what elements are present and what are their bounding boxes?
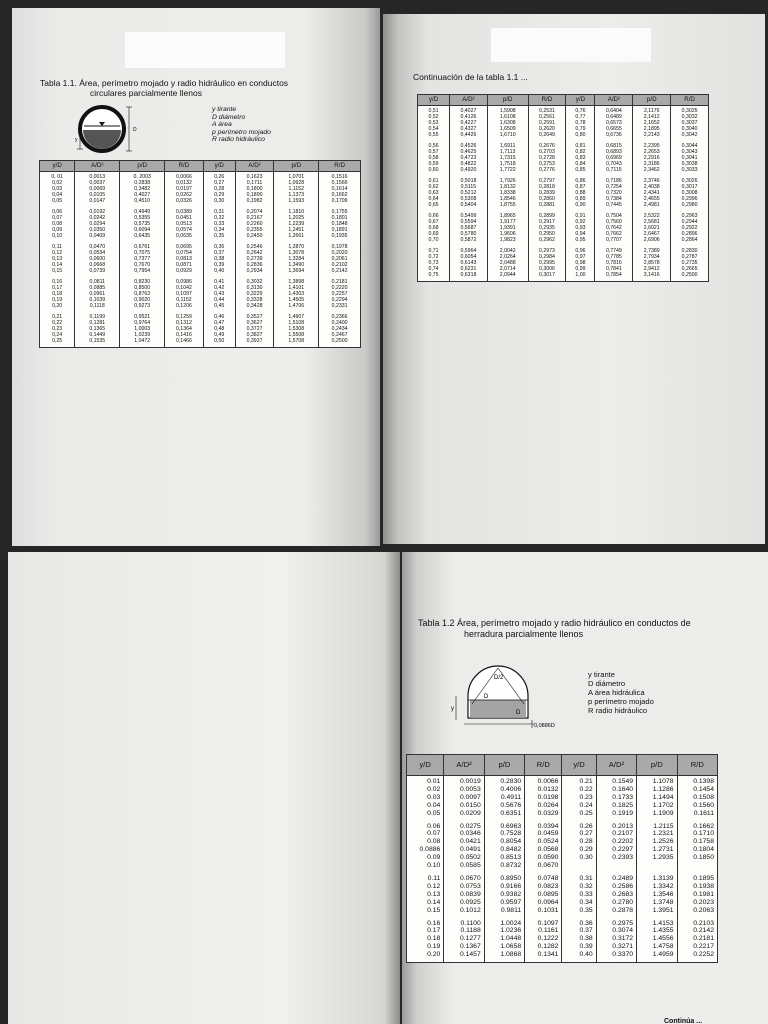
table-cell: 0,2676 0,2703 0,2728 0,2753 0,2776: [528, 141, 566, 176]
r-label: D: [516, 710, 521, 716]
title-line-2: herradura parcialmente llenos: [464, 629, 584, 639]
table-cell: 0,4949 0,5355 0,5735 0,6094 0,6435: [120, 207, 165, 242]
table-cell: 0,4027 0,4126 0,4227 0,4327 0,4426: [450, 106, 488, 142]
legend-item: D diámetro: [588, 679, 626, 688]
table-cell: 0,2366 0,2400 0,2434 0,2467 0,2500: [319, 312, 361, 348]
table-cell: 0,1623 0,1711 0,1800 0,1890 0,1982: [235, 172, 274, 208]
table-row-group: [40, 207, 361, 242]
table-cell: 0,2531 0,2561 0,2591 0,2620 0,2649: [528, 106, 566, 142]
redaction-box: [125, 32, 285, 68]
table-row-group: [407, 873, 718, 918]
table-cell: 0,0192 0,0242 0,0294 0,0350 0,0409: [75, 207, 120, 242]
table-cell: 0,0811 0,0885 0,0961 0,1039 0,1118: [75, 277, 120, 312]
table-header-row: [40, 161, 361, 172]
table-cell: 0, 01 0,02 0,03 0,04 0,05: [40, 172, 75, 208]
table-cell: 0,46 0,47 0,48 0,49 0,50: [203, 312, 235, 348]
table-cell: 1,0701 1,0928 1,1152 1,1373 1,1593: [274, 172, 319, 208]
title-line-2: circulares parcialmente llenos: [90, 88, 202, 98]
table-cell: 0,0695 0,0754 0,0813 0,0871 0,0929: [165, 242, 204, 277]
col-header: A/D²: [596, 755, 636, 776]
table-header-row: [418, 95, 709, 106]
table-cell: 0,96 0,97 0,98 0,99 1,00: [566, 246, 595, 282]
table-cell: 0,6761 0,7075 0,7377 0,7670 0,7954: [120, 242, 165, 277]
table-cell: 0.01 0.02 0.03 0.04 0.05: [407, 776, 444, 821]
legend-item: p perímetro mojado: [588, 697, 654, 706]
table-cell: 1,4907 1,5108 1,5308 1,5508 1,5708: [274, 312, 319, 348]
col-header: y/D: [203, 161, 235, 172]
table-row-group: [418, 246, 709, 282]
col-header: A/D²: [450, 95, 488, 106]
table-cell: 1,2870 1,3078 1,3284 1,3490 1,3694: [274, 242, 319, 277]
table-cell: 0.1549 0.1640 0.1733 0.1825 0.1919: [596, 776, 636, 821]
table-cell: 1,3898 1,4101 1,4303 1,4505 1,4706: [274, 277, 319, 312]
table-cell: 0,2546 0,2642 0,2739 0,2836 0,2934: [235, 242, 274, 277]
table-cell: 0,51 0,52 0,53 0,54 0,55: [418, 106, 450, 142]
table-cell: 0,0986 0,1042 0,1097 0,1152 0,1206: [165, 277, 204, 312]
d-label: D: [133, 127, 137, 133]
col-header: A/D²: [75, 161, 120, 172]
legend-item: R radio hidráulico: [212, 136, 265, 144]
table-cell: 1,6911 1,7113 1,7315 1,7518 1,7722: [487, 141, 528, 176]
horseshoe-conduit-diagram: [448, 664, 568, 732]
table-cell: 1,7926 1,8132 1,8338 1,8546 1,8755: [487, 176, 528, 211]
table-1-2: [406, 754, 718, 963]
col-header: A/D²: [444, 755, 484, 776]
table-cell: 0, 2003 0,2838 0,3482 0,4027 0,4510: [120, 172, 165, 208]
table-cell: 0,5018 0,5115 0,5212 0,5308 0,5404: [450, 176, 488, 211]
table-cell: 0,1755 0,1801 0,1848 0,1891 0,1935: [319, 207, 361, 242]
table-row-group: [407, 821, 718, 873]
table-cell: 0.0670 0.0753 0.0839 0.0925 0.1012: [444, 873, 484, 918]
table-cell: 2,2395 2,2653 2,2916 2,3186 2,3462: [633, 141, 671, 176]
table-cell: 2,7389 2,7934 2,8578 2,9412 3,1416: [633, 246, 671, 282]
table-cell: 0,2830 0,2787 0,2735 0,2665 0,2500: [671, 246, 709, 282]
table-cell: 0.2975 0.3074 0.3172 0.3271 0.3370: [596, 918, 636, 963]
table-cell: 0,1978 0,2020 0,2061 0,2102 0,2142: [319, 242, 361, 277]
col-header: p/D: [120, 161, 165, 172]
table-cell: 1.3139 1.3342 1.3546 1.3748 1.3951: [637, 873, 677, 918]
table-1-1-continued: [417, 94, 709, 282]
table-cell: 1.1078 1.1286 1.1494 1.1702 1.1909: [637, 776, 677, 821]
table-cell: 0.1100 0.1188 0.1277 0.1367 0.1457: [444, 918, 484, 963]
col-header: y/D: [418, 95, 450, 106]
legend-item: p perímetro mojado: [212, 128, 271, 136]
table-cell: 0,5499 0,5594 0,5687 0,5780 0,5872: [450, 211, 488, 246]
table-cell: 0,0066 0,0132 0,0197 0,0262 0,0326: [165, 172, 204, 208]
title-line-1: Tabla 1.2 Área, perímetro mojado y radio hidráulico en conductos de: [418, 618, 691, 628]
col-header: p/D: [487, 95, 528, 106]
col-header: p/D: [637, 755, 677, 776]
table-cell: 0,6404 0,6489 0,6573 0,6655 0,6736: [595, 106, 633, 142]
y-label: y: [451, 706, 454, 712]
table-cell: 0.0394 0.0459 0.0524 0.0568 0.0590 0.0670: [525, 821, 562, 873]
table-cell: 0,2899 0,2917 0,2935 0,2950 0,2962: [528, 211, 566, 246]
y-label: y: [75, 137, 78, 143]
table-cell: 0,36 0,37 0,38 0,39 0,40: [203, 242, 235, 277]
table-cell: 0,86 0,87 0,88 0,89 0,90: [566, 176, 595, 211]
table-cell: 1.4153 1.4355 1.4556 1.4758 1.4959: [637, 918, 677, 963]
table-cell: 0,71 0,72 0,73 0,74 0,75: [418, 246, 450, 282]
table-cell: 0,3032 0,3130 0,3229 0,3328 0,3428: [235, 277, 274, 312]
col-header: R/D: [528, 95, 566, 106]
table-cell: 2,1176 2,1412 2,1652 2,1895 2,2143: [633, 106, 671, 142]
col-header: R/D: [525, 755, 562, 776]
table-cell: 0,2973 0,2984 0,2995 0,3006 0,3017: [528, 246, 566, 282]
table-cell: 0.1097 0.1161 0.1222 0.1282 0.1341: [525, 918, 562, 963]
table-cell: 0,56 0,57 0,58 0,59 0,60: [418, 141, 450, 176]
table-header-row: [407, 755, 718, 776]
table-row-group: [418, 141, 709, 176]
table-cell: 0,6815 0,6893 0,6969 0,7043 0,7115: [595, 141, 633, 176]
legend-item: A área hidráulica: [588, 688, 645, 697]
table-row-group: [418, 106, 709, 142]
table-cell: 0,61 0,62 0,63 0,64 0,65: [418, 176, 450, 211]
half-d-label: D/2: [494, 675, 504, 681]
legend-table-1-1: [212, 106, 271, 144]
bottom-spread: [0, 548, 768, 1024]
table-cell: 0.2489 0.2586 0.2683 0.2780 0.2878: [596, 873, 636, 918]
col-header: y/D: [407, 755, 444, 776]
table-cell: 0,0470 0,0534 0,0600 0,0668 0,0739: [75, 242, 120, 277]
table-cell: 0,2181 0,2220 0,2257 0,2294 0,2331: [319, 277, 361, 312]
table-cell: 0,3044 0,3043 0,3041 0,3038 0,3033: [671, 141, 709, 176]
col-header: y/D: [562, 755, 596, 776]
table-cell: 0,21 0,22 0,23 0,24 0,25: [40, 312, 75, 348]
table-1-1: [39, 160, 361, 348]
table-1-2-title: [418, 618, 763, 640]
bottom-left-page: [8, 552, 400, 1024]
left-page: [12, 8, 380, 546]
legend-item: y tirante: [212, 106, 237, 113]
continue-footer: Continúa ...: [664, 1018, 703, 1024]
table-cell: 0.1398 0.1454 0.1508 0.1560 0.1611: [677, 776, 717, 821]
table-row-group: [407, 776, 718, 821]
table-row-group: [407, 918, 718, 963]
col-header: R/D: [677, 755, 717, 776]
title-line-1: Tabla 1.1. Área, perímetro mojado y radio hidráulico en conductos: [40, 78, 289, 88]
table-cell: 1,1810 1,2025 1,2239 1,2451 1,2661: [274, 207, 319, 242]
table-cell: 0,9521 0,9764 1,0003 1,0239 1,0472: [120, 312, 165, 348]
col-header: y/D: [566, 95, 595, 106]
table-cell: 0,1516 0,1566 0,1614 0,1662 0,1709: [319, 172, 361, 208]
table-cell: 0.0066 0.0132 0.0198 0.0264 0.0329: [525, 776, 562, 821]
table-cell: 0,7186 0,7254 0,7320 0,7384 0,7445: [595, 176, 633, 211]
table-cell: 0,8230 0,8500 0,8763 0,9020 0,9273: [120, 277, 165, 312]
table-cell: 1.2115 1.2321 1.2526 1.2731 1.2935: [637, 821, 677, 873]
table-cell: 0,11 0,12 0,13 0,14 0,15: [40, 242, 75, 277]
table-cell: 0,5964 0,6054 0,6143 0,6231 0,6318: [450, 246, 488, 282]
table-cell: 0,16 0,17 0,18 0,19 0,20: [40, 277, 75, 312]
table-cell: 0,2074 0,2167 0,2260 0,2355 0,2450: [235, 207, 274, 242]
legend-item: D diámetro: [212, 113, 246, 121]
table-cell: 0,3025 0,3032 0,3037 0,3040 0,3042: [671, 106, 709, 142]
table-cell: 0,7749 0,7785 0,7816 0,7841 0,7854: [595, 246, 633, 282]
col-header: A/D²: [235, 161, 274, 172]
table-row-group: [418, 176, 709, 211]
table-cell: 2,0042 2,0264 2,0488 2,0714 2,0944: [487, 246, 528, 282]
table-row-group: [40, 242, 361, 277]
col-header: p/D: [633, 95, 671, 106]
table-cell: 0,1199 0,1281 0,1365 0,1449 0,1535: [75, 312, 120, 348]
table-cell: 0.26 0.27 0.28 0.29 0.30: [562, 821, 596, 873]
table-cell: 0,1259 0,1312 0,1364 0,1416 0,1466: [165, 312, 204, 348]
d-label: D: [484, 694, 489, 700]
table-row-group: [40, 277, 361, 312]
table-cell: 0,4526 0,4625 0,4723 0,4822 0,4920: [450, 141, 488, 176]
redaction-box: [491, 28, 651, 62]
table-cell: 0.0748 0.0823 0.0895 0.0964 0.1031: [525, 873, 562, 918]
table-cell: 0,3026 0,3017 0,3008 0,2996 0,2980: [671, 176, 709, 211]
table-cell: 0.06 0.07 0.08 0.0886 0.09 0.10: [407, 821, 444, 873]
table-cell: 0.36 0.37 0.38 0.39 0.40: [562, 918, 596, 963]
col-header: p/D: [274, 161, 319, 172]
table-cell: 0,7504 0,7560 0,7642 0,7662 0,7707: [595, 211, 633, 246]
table-cell: 1,8965 1,9177 1,9391 1,9606 1,9823: [487, 211, 528, 246]
right-page: [383, 14, 765, 544]
table-1-1-title: [40, 78, 370, 98]
table-cell: 0.8950 0.9166 0.9382 0.9597 0.9811: [484, 873, 524, 918]
legend-item: R radio hidráulico: [588, 706, 648, 715]
table-cell: 0,2797 0,2818 0,2839 0,2860 0,2881: [528, 176, 566, 211]
table-cell: 0,0389 0,0451 0,0513 0,0574 0,0635: [165, 207, 204, 242]
table-cell: 0,81 0,82 0,83 0,84 0,85: [566, 141, 595, 176]
legend-table-1-2: [588, 670, 654, 715]
table-cell: 0,66 0,67 0,68 0,69 0,70: [418, 211, 450, 246]
table-cell: 0.0019 0.0053 0.0097 0.0150 0.0209: [444, 776, 484, 821]
table-cell: 1,5908 1,6108 1,6308 1,6509 1,6710: [487, 106, 528, 142]
table-cell: 0,91 0,92 0,93 0,94 0,95: [566, 211, 595, 246]
table-row-group: [40, 172, 361, 208]
table-cell: 0.2103 0.2142 0.2181 0.2217 0.2252: [677, 918, 717, 963]
table-cell: 0.16 0.17 0.18 0.19 0.20: [407, 918, 444, 963]
table-cell: 0,06 0,07 0,08 0,09 0,10: [40, 207, 75, 242]
table-cell: 0,0013 0,0037 0,0069 0,0105 0,0147: [75, 172, 120, 208]
table-cell: 0.11 0.12 0.13 0.14 0.15: [407, 873, 444, 918]
table-cell: 0,3527 0,3627 0,3727 0,3827 0,3927: [235, 312, 274, 348]
legend-item: A área: [212, 121, 232, 129]
table-cell: 0,76 0,77 0,78 0,79 0,80: [566, 106, 595, 142]
table-cell: 0.6963 0.7528 0.8054 0.8482 0.8513 0.8732: [484, 821, 524, 873]
col-header: R/D: [671, 95, 709, 106]
col-header: R/D: [319, 161, 361, 172]
col-header: y/D: [40, 161, 75, 172]
table-cell: 1.0024 1.0236 1.0448 1.0658 1.0868: [484, 918, 524, 963]
table-cell: 0,26 0,27 0,28 0,29 0,30: [203, 172, 235, 208]
table-cell: 0.0275 0.0346 0.0421 0.0491 0.0502 0.0585: [444, 821, 484, 873]
col-header: A/D²: [595, 95, 633, 106]
table-row-group: [418, 211, 709, 246]
table-cell: 0.1895 0.1938 0.1981 0.2023 0.2063: [677, 873, 717, 918]
table-cell: 0,2963 0,2944 0,2922 0,2896 0,2864: [671, 211, 709, 246]
table-cell: 0,31 0,32 0,33 0,34 0,35: [203, 207, 235, 242]
table-cell: 0,41 0,42 0,43 0,44 0,45: [203, 277, 235, 312]
table-cell: 0.21 0.22 0.23 0.24 0.25: [562, 776, 596, 821]
bottom-right-page: [402, 552, 768, 1024]
circular-conduit-diagram: [72, 100, 152, 162]
offset-label: 0,0886D: [534, 723, 555, 729]
table-cell: 0.2013 0.2107 0.2202 0.2297 0.2393: [596, 821, 636, 873]
col-header: R/D: [165, 161, 204, 172]
table-row-group: [40, 312, 361, 348]
table-cell: 0.2830 0.4006 0.4911 0.5676 0.6351: [484, 776, 524, 821]
legend-item: y tirante: [588, 670, 616, 679]
continuation-title: Continuación de la tabla 1.1 ...: [413, 72, 528, 82]
table-cell: 2,3746 2,4038 2,4341 2,4655 2,4981: [633, 176, 671, 211]
table-cell: 2,5322 2,5681 2,6021 2,6467 2,6906: [633, 211, 671, 246]
table-cell: 0.1662 0.1710 0.1758 0.1804 0.1850: [677, 821, 717, 873]
table-cell: 0.31 0.32 0.33 0.34 0.35: [562, 873, 596, 918]
col-header: p/D: [484, 755, 524, 776]
